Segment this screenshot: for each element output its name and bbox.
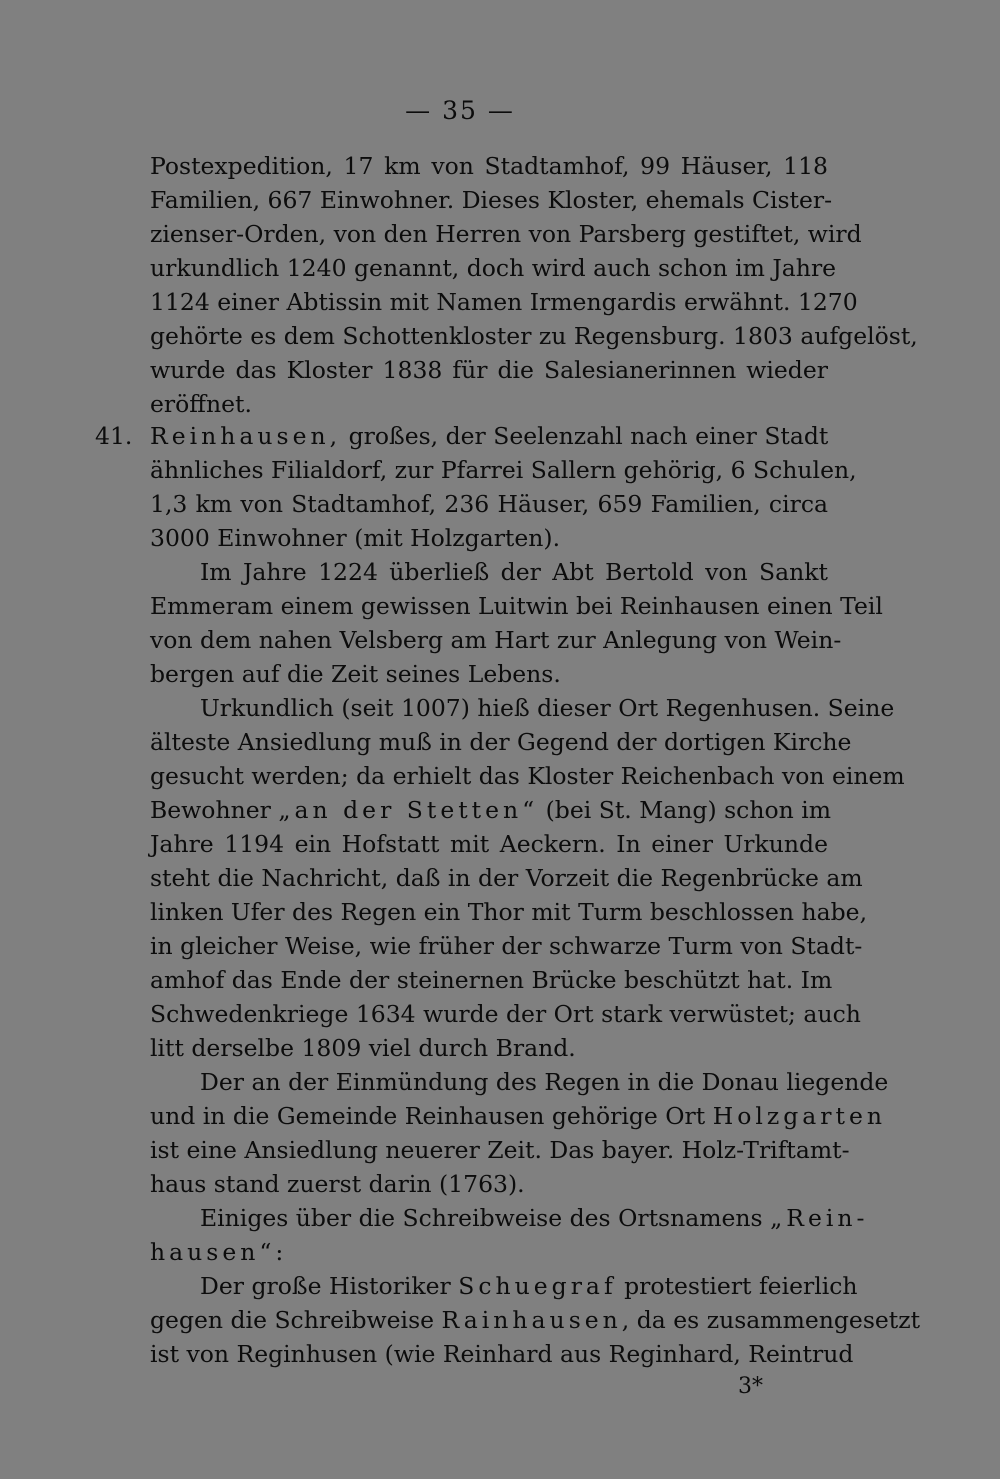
text-line: Familien, 667 Einwohner. Dieses Kloster, ehemals Cister-: [150, 186, 833, 214]
text-line: älteste Ansiedlung muß in der Gegend der dortigen Kirche: [150, 728, 852, 756]
text-segment: protestiert feierlich: [616, 1272, 858, 1300]
text-line: in gleicher Weise, wie früher der schwarze Turm von Stadt-: [150, 932, 863, 960]
text-line: [150, 1099, 887, 1133]
text-line: Jahre 1194 ein Hofstatt mit Aeckern. In einer Urkunde: [150, 830, 828, 858]
text-line: [200, 1269, 858, 1303]
text-segment: Bewohner: [150, 796, 279, 824]
text-line: [200, 1201, 869, 1235]
text-line: [150, 1235, 828, 1269]
text-line: bergen auf die Zeit seines Lebens.: [150, 660, 561, 688]
text-line: von dem nahen Velsberg am Hart zur Anlegung von Wein-: [150, 626, 842, 654]
signature-mark: 3*: [738, 1374, 763, 1399]
text-line: haus stand zuerst darin (1763).: [150, 1170, 525, 1198]
text-segment: Einiges über die Schreibweise des Ortsnamens: [200, 1204, 771, 1232]
page-number: — 35 —: [405, 96, 515, 125]
text-line: ist eine Ansiedlung neuerer Zeit. Das bayer. Holz-Triftamt-: [150, 1136, 850, 1164]
text-line: Schwedenkriege 1634 wurde der Ort stark verwüstet; auch: [150, 1000, 861, 1028]
spaced-phrase: „an der Stetten“: [278, 796, 539, 824]
text-line: wurde das Kloster 1838 für die Salesianerinnen wieder: [150, 356, 828, 384]
text-segment: Der große Historiker: [200, 1272, 459, 1300]
text-segment: :: [275, 1238, 284, 1266]
text-line: ähnliches Filialdorf, zur Pfarrei Sallern gehörig, 6 Schulen,: [150, 456, 857, 484]
text-line: urkundlich 1240 genannt, doch wird auch schon im Jahre: [150, 254, 837, 282]
text-line: 1124 einer Abtissin mit Namen Irmengardis erwähnt. 1270: [150, 288, 858, 316]
text-segment: , da es zusammengesetzt: [621, 1306, 921, 1334]
text-segment: Der an der Einmündung des Regen in die Donau liegende: [200, 1068, 889, 1096]
text-line: zienser-Orden, von den Herren von Parsberg gestiftet, wird: [150, 220, 862, 248]
person-name: Schuegraf: [458, 1272, 617, 1300]
text-segment: und in die Gemeinde Reinhausen gehörige Ort: [150, 1102, 713, 1130]
place-name: Reinhausen,: [150, 422, 342, 450]
text-line: Urkundlich (seit 1007) hieß dieser Ort Regenhusen. Seine: [200, 694, 895, 722]
text-segment: gegen die Schreibweise: [150, 1306, 442, 1334]
spaced-phrase: „Rein-: [770, 1204, 869, 1232]
text-line: gesucht werden; da erhielt das Kloster Reichenbach von einem: [150, 762, 905, 790]
text-line: ist von Reginhusen (wie Reinhard aus Reginhard, Reintrud: [150, 1340, 854, 1368]
text-line: Postexpedition, 17 km von Stadtamhof, 99 Häuser, 118: [150, 152, 828, 180]
text-segment: (bei St. Mang) schon im: [538, 796, 832, 824]
text-line: [150, 793, 832, 827]
text-line: [150, 419, 828, 453]
text-line: 1,3 km von Stadtamhof, 236 Häuser, 659 Familien, circa: [150, 490, 828, 518]
text-line: linken Ufer des Regen ein Thor mit Turm beschlossen habe,: [150, 898, 868, 926]
text-line: litt derselbe 1809 viel durch Brand.: [150, 1034, 576, 1062]
spaced-phrase: hausen“: [150, 1238, 276, 1266]
entry-number: 41.: [95, 422, 133, 450]
place-name: Holzgarten: [712, 1102, 887, 1130]
spaced-phrase: Rainhausen: [441, 1306, 622, 1334]
text-line: amhof das Ende der steinernen Brücke beschützt hat. Im: [150, 966, 833, 994]
text-line: gehörte es dem Schottenkloster zu Regensburg. 1803 aufgelöst,: [150, 322, 918, 350]
text-line: [200, 1065, 889, 1099]
text-line: Emmeram einem gewissen Luitwin bei Reinhausen einen Teil: [150, 592, 883, 620]
text-line: steht die Nachricht, daß in der Vorzeit die Regenbrücke am: [150, 864, 863, 892]
text-line: 3000 Einwohner (mit Holzgarten).: [150, 524, 561, 552]
text-line: eröffnet.: [150, 390, 252, 418]
text-line: Im Jahre 1224 überließ der Abt Bertold von Sankt: [200, 558, 828, 586]
text-segment: großes, der Seelenzahl nach einer Stadt: [341, 422, 829, 450]
text-line: [150, 1303, 921, 1337]
